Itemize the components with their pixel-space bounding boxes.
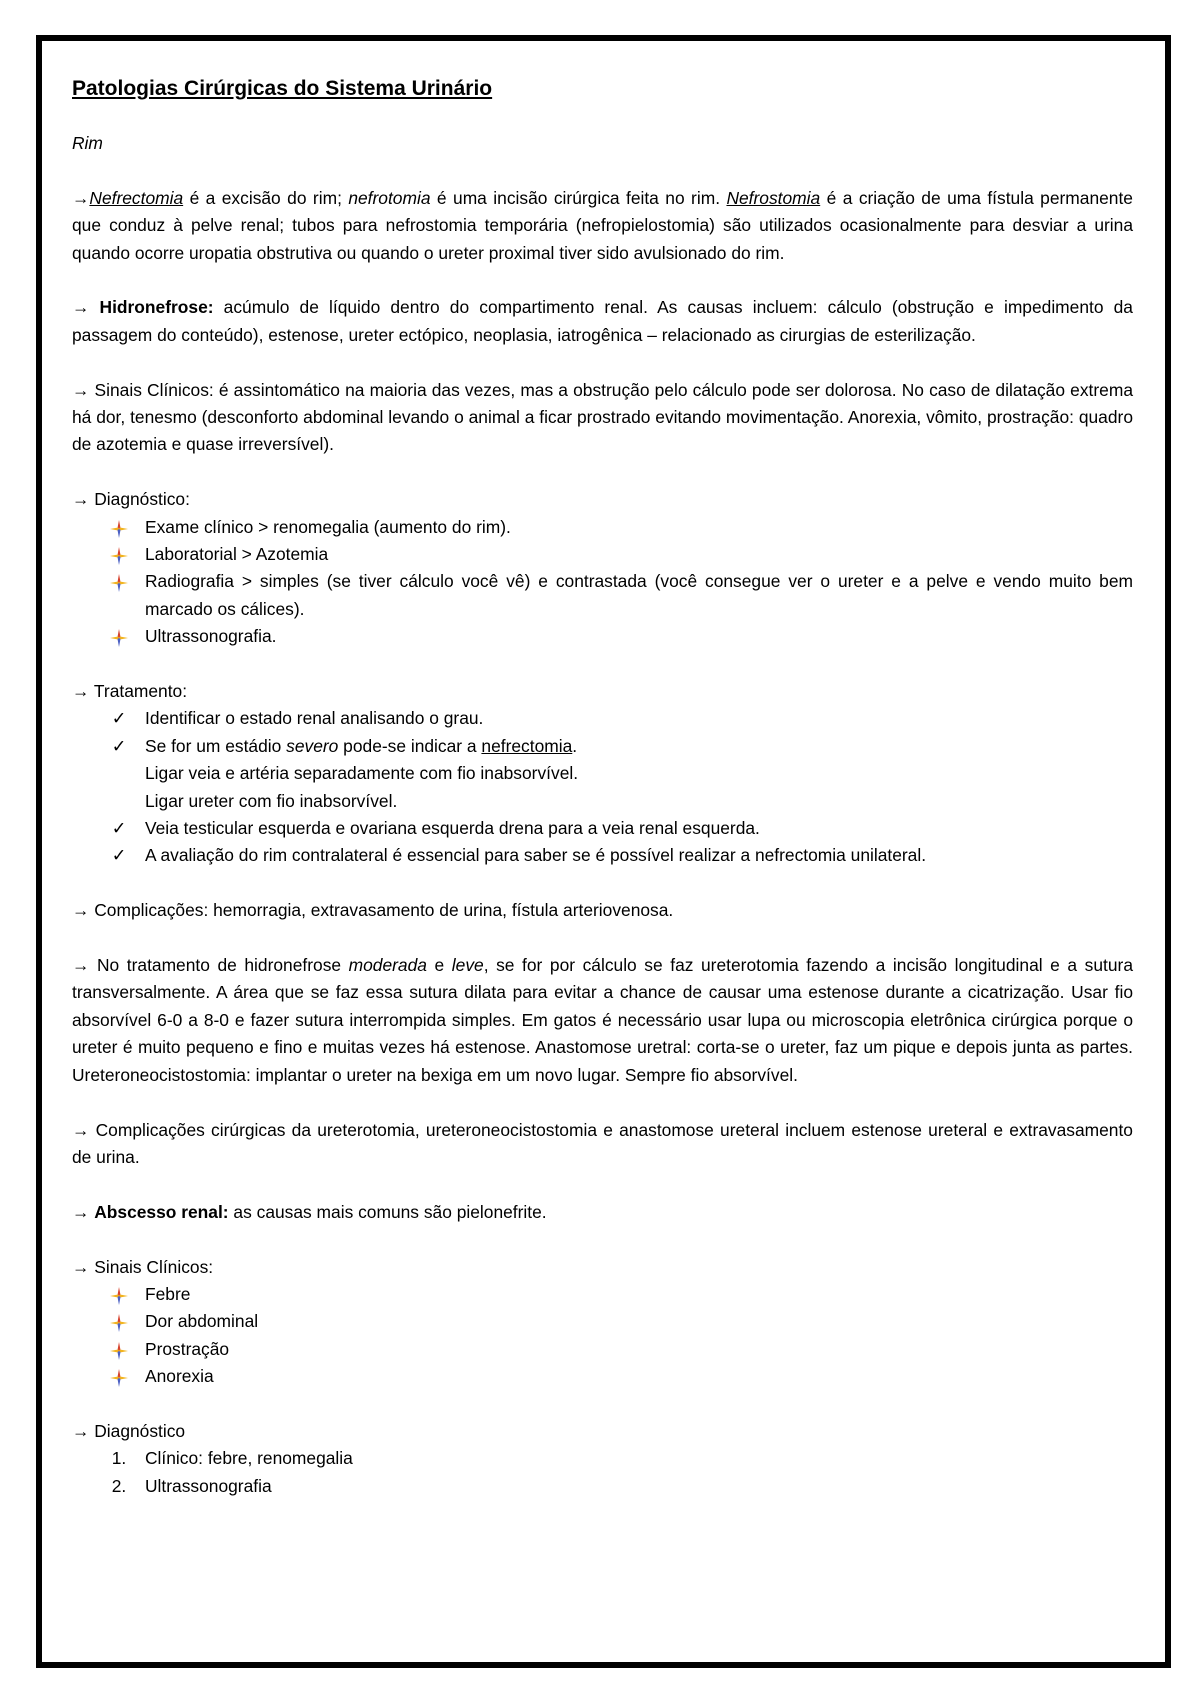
list-item: ✓ Veia testicular esquerda e ovariana esquerda drena para a veia renal esquerda.	[72, 815, 1133, 842]
sparkle-bullet-icon	[110, 547, 128, 565]
sparkle-bullet-icon	[110, 1314, 128, 1332]
tratamento-heading: → Tratamento:	[72, 681, 188, 702]
list-item: Exame clínico > renomegalia (aumento do rim).	[72, 514, 1133, 541]
checkmark-icon: ✓	[111, 845, 127, 866]
tratamento-list	[72, 705, 1133, 869]
sinais-clinicos-list	[72, 1281, 1133, 1391]
arrow-icon: →	[72, 489, 90, 510]
list-number: 2.	[111, 1475, 127, 1496]
list-item: Prostração	[72, 1336, 1133, 1363]
list-subitem: Ligar veia e artéria separadamente com fio inabsorvível.	[145, 763, 579, 784]
paragraph-complicacoes: → Complicações: hemorragia, extravasamento de urina, fístula arteriovenosa.	[72, 900, 674, 921]
sparkle-bullet-icon	[110, 520, 128, 538]
list-item: Dor abdominal	[72, 1308, 1133, 1335]
list-item: ✓ Se for um estádio severo pode-se indicar a nefrectomia.	[72, 733, 1133, 760]
arrow-icon: →	[72, 297, 90, 318]
list-item: Laboratorial > Azotemia	[72, 541, 1133, 568]
list-item: ✓ Identificar o estado renal analisando o grau.	[72, 705, 1133, 732]
paragraph-abscesso-renal: → Abscesso renal: as causas mais comuns são pielonefrite.	[72, 1201, 547, 1222]
arrow-icon: →	[72, 1119, 90, 1140]
arrow-icon: →	[72, 900, 90, 921]
paragraph-hidronefrose: → Hidronefrose: acúmulo de líquido dentro do compartimento renal. As causas incluem: cálculo (obstrução e impedimento da passagem do conteúdo), estenose, ureter ectópico, neoplasia, iatrogênica – relacionado as cirurgias de esterilização.	[72, 297, 1133, 345]
sparkle-bullet-icon	[110, 1287, 128, 1305]
list-item: Febre	[72, 1281, 1133, 1308]
diagnostico-heading-2: → Diagnóstico	[72, 1420, 186, 1441]
list-item: Radiografia > simples (se tiver cálculo você vê) e contrastada (você consegue ver o ureter e a pelve e vendo muito bem marcado os cálices).	[72, 568, 1133, 623]
document-title: Patologias Cirúrgicas do Sistema Urinário	[72, 77, 493, 100]
arrow-icon: →	[72, 1201, 90, 1222]
sparkle-bullet-icon	[110, 1342, 128, 1360]
paragraph-complicacoes-cirurgicas: → Complicações cirúrgicas da ureterotomia, ureteroneocistostomia e anastomose ureteral incluem estenose ureteral e extravasamento de urina.	[72, 1119, 1133, 1167]
diagnostico-heading: → Diagnóstico:	[72, 489, 190, 510]
arrow-icon: →	[72, 955, 90, 976]
document-body	[72, 74, 1133, 1500]
sparkle-bullet-icon	[110, 1369, 128, 1387]
diagnostico-numbered-list	[72, 1445, 1133, 1500]
paragraph-sinais-clinicos: → Sinais Clínicos: é assintomático na maioria das vezes, mas a obstrução pelo cálculo pode ser dolorosa. No caso de dilatação extrema há dor, tenesmo (desconforto abdominal levando o animal a ficar prostrado evitando movimentação. Anorexia, vômito, prostração: quadro de azotemia e quase irreversível).	[72, 379, 1133, 455]
checkmark-icon: ✓	[111, 735, 127, 756]
arrow-icon: →	[72, 1256, 90, 1277]
sparkle-bullet-icon	[110, 574, 128, 592]
diagnostico-list	[72, 514, 1133, 651]
checkmark-icon: ✓	[111, 818, 127, 839]
list-item: 2. Ultrassonografia	[72, 1473, 1133, 1500]
list-item: Anorexia	[72, 1363, 1133, 1390]
section-heading-rim: Rim	[72, 133, 103, 153]
checkmark-icon: ✓	[111, 708, 127, 729]
sinais-clinicos-heading: → Sinais Clínicos:	[72, 1256, 214, 1277]
paragraph-nefrectomia: →Nefrectomia é a excisão do rim; nefrotomia é uma incisão cirúrgica feita no rim. Nefrostomia é a criação de uma fístula permanente que conduz à pelve renal; tubos para nefrostomia temporária (nefropielostomia) são utilizados ocasionalmente para desviar a urina quando ocorre uropatia obstrutiva ou quando o ureter proximal tiver sido avulsionado do rim.	[72, 187, 1133, 263]
arrow-icon: →	[72, 187, 90, 208]
arrow-icon: →	[72, 1420, 90, 1441]
list-item: ✓ A avaliação do rim contralateral é essencial para saber se é possível realizar a nefrectomia unilateral.	[72, 842, 1133, 869]
arrow-icon: →	[72, 681, 90, 702]
arrow-icon: →	[72, 379, 90, 400]
list-item: Ultrassonografia.	[72, 623, 1133, 650]
list-item: 1. Clínico: febre, renomegalia	[72, 1445, 1133, 1472]
sparkle-bullet-icon	[110, 629, 128, 647]
paragraph-tratamento-hidronefrose: → No tratamento de hidronefrose moderada e leve, se for por cálculo se faz ureterotomia fazendo a incisão longitudinal e a sutura transversalmente. A área que se faz essa sutura dilata para evitar a chance de causar uma estenose durante a cicatrização. Usar fio absorvível 6-0 a 8-0 e fazer sutura interrompida simples. Em gatos é necessário usar lupa ou microscopia eletrônica cirúrgica porque o ureter é muito pequeno e fino e muitas vezes há estenose. Anastomose uretral: corta-se o ureter, faz um pique e depois junta as partes. Ureteroneocistostomia: implantar o ureter na bexiga em um novo lugar. Sempre fio absorvível.	[72, 955, 1133, 1085]
list-number: 1.	[111, 1448, 127, 1469]
list-subitem: Ligar ureter com fio inabsorvível.	[145, 790, 398, 811]
